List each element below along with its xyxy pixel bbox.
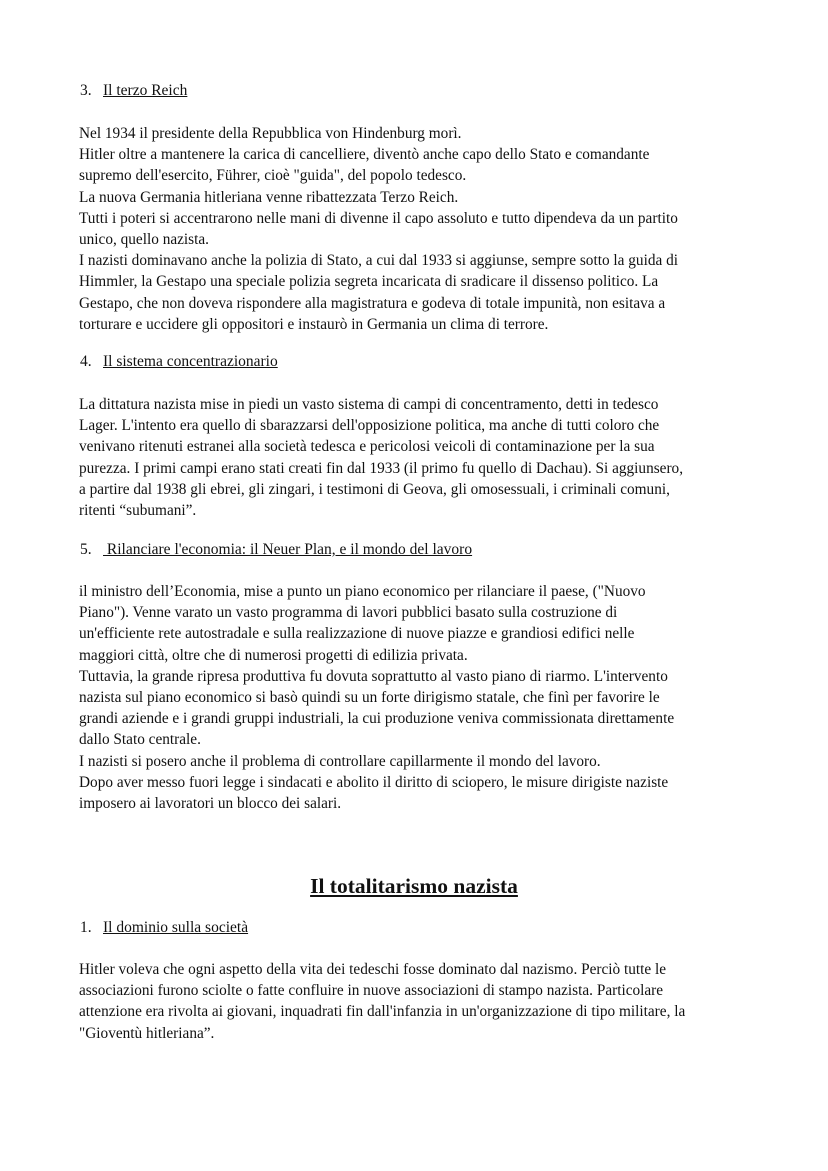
paragraph-line: imposero ai lavoratori un blocco dei salari. [79, 795, 342, 813]
paragraph-line: grandi aziende e i grandi gruppi industriali, la cui produzione veniva commissionata direttamente [79, 710, 675, 728]
section-title: Il dominio sulla società [103, 919, 249, 936]
paragraph-line: I nazisti dominavano anche la polizia di Stato, a cui dal 1933 si aggiunse, sempre sotto la guida di [79, 252, 678, 270]
section-number: 3. [80, 82, 92, 99]
section-heading [80, 352, 278, 372]
paragraph-line: Lager. L'intento era quello di sbarazzarsi dell'opposizione politica, ma anche di tutti coloro che [79, 417, 660, 435]
paragraph-line: La nuova Germania hitleriana venne ribattezzata Terzo Reich. [79, 188, 459, 206]
paragraph-line: dallo Stato centrale. [79, 731, 201, 749]
paragraph-line: a partire dal 1938 gli ebrei, gli zingari, i testimoni di Geova, gli omosessuali, i criminali comuni, [79, 480, 670, 498]
paragraph-line: Himmler, la Gestapo una speciale polizia segreta incaricata di sradicare il dissenso politico. La [79, 273, 659, 291]
paragraph-line: purezza. I primi campi erano stati creati fin dal 1933 (il primo fu quello di Dachau). Si aggiunsero, [79, 459, 684, 477]
paragraph-line: supremo dell'esercito, Führer, cioè "guida", del popolo tedesco. [79, 167, 467, 185]
paragraph-line: Tuttavia, la grande ripresa produttiva fu dovuta soprattutto al vasto piano di riarmo. L'intervento [79, 667, 668, 685]
section-number: 5. [80, 541, 92, 558]
paragraph-line: Hitler voleva che ogni aspetto della vita dei tedeschi fosse dominato dal nazismo. Perciò tutte le [79, 961, 667, 978]
section-paragraph [79, 581, 759, 814]
section-heading [80, 81, 187, 101]
paragraph-line: attenzione era rivolta ai giovani, inquadrati fin dall'infanzia in un'organizzazione di tipo militare, la [79, 1003, 686, 1021]
paragraph-line: Piano"). Venne varato un vasto programma di lavori pubblici basato sulla costruzione di [79, 604, 618, 622]
paragraph-line: Tutti i poteri si accentrarono nelle mani di divenne il capo assoluto e tutto dipendeva da un partito [79, 209, 678, 227]
paragraph-line: ritenti “subumani”. [79, 502, 197, 520]
paragraph-line: associazioni furono sciolte o fatte confluire in nuove associazioni di stampo nazista. Particolare [79, 982, 664, 1000]
section-heading [80, 540, 472, 560]
paragraph-line: Gestapo, che non doveva rispondere alla magistratura e godeva di totale impunità, non esitava a [79, 294, 666, 312]
paragraph-line: maggiori città, oltre che di numerosi progetti di edilizia privata. [79, 646, 468, 664]
paragraph-line: unico, quello nazista. [79, 231, 209, 249]
chapter-title: Il totalitarismo nazista [310, 874, 518, 898]
paragraph-line: "Gioventù hitleriana”. [79, 1024, 215, 1042]
paragraph-line: Hitler oltre a mantenere la carica di cancelliere, diventò anche capo dello Stato e comandante [79, 146, 650, 164]
paragraph-line: Nel 1934 il presidente della Repubblica von Hindenburg morì. [79, 125, 462, 142]
paragraph-line: nazista sul piano economico si basò quindi su un forte dirigismo statale, che finì per favorire le [79, 689, 660, 707]
section-title: Il terzo Reich [103, 82, 188, 99]
paragraph-line: I nazisti si posero anche il problema di controllare capillarmente il mondo del lavoro. [79, 752, 601, 770]
section-paragraph [79, 394, 759, 521]
section-paragraph [79, 959, 759, 1044]
section-title: Rilanciare l'economia: il Neuer Plan, e il mondo del lavoro [103, 541, 473, 558]
section-paragraph [79, 123, 759, 335]
section-title: Il sistema concentrazionario [103, 353, 278, 370]
paragraph-line: La dittatura nazista mise in piedi un vasto sistema di campi di concentramento, detti in tedesco [79, 396, 659, 413]
section-number: 1. [80, 919, 92, 936]
section-number: 4. [80, 353, 92, 370]
section-heading [80, 918, 248, 938]
paragraph-line: venivano ritenuti estranei alla società tedesca e pericolosi veicoli di contaminazione per la sua [79, 438, 655, 456]
paragraph-line: torturare e uccidere gli oppositori e instaurò in Germania un clima di terrore. [79, 315, 549, 333]
paragraph-line: Dopo aver messo fuori legge i sindacati e abolito il diritto di sciopero, le misure dirigiste naziste [79, 773, 669, 791]
paragraph-line: un'efficiente rete autostradale e sulla realizzazione di nuove piazze e grandiosi edifici nelle [79, 625, 635, 643]
paragraph-line: il ministro dell’Economia, mise a punto un piano economico per rilanciare il paese, ("Nuovo [79, 583, 646, 600]
